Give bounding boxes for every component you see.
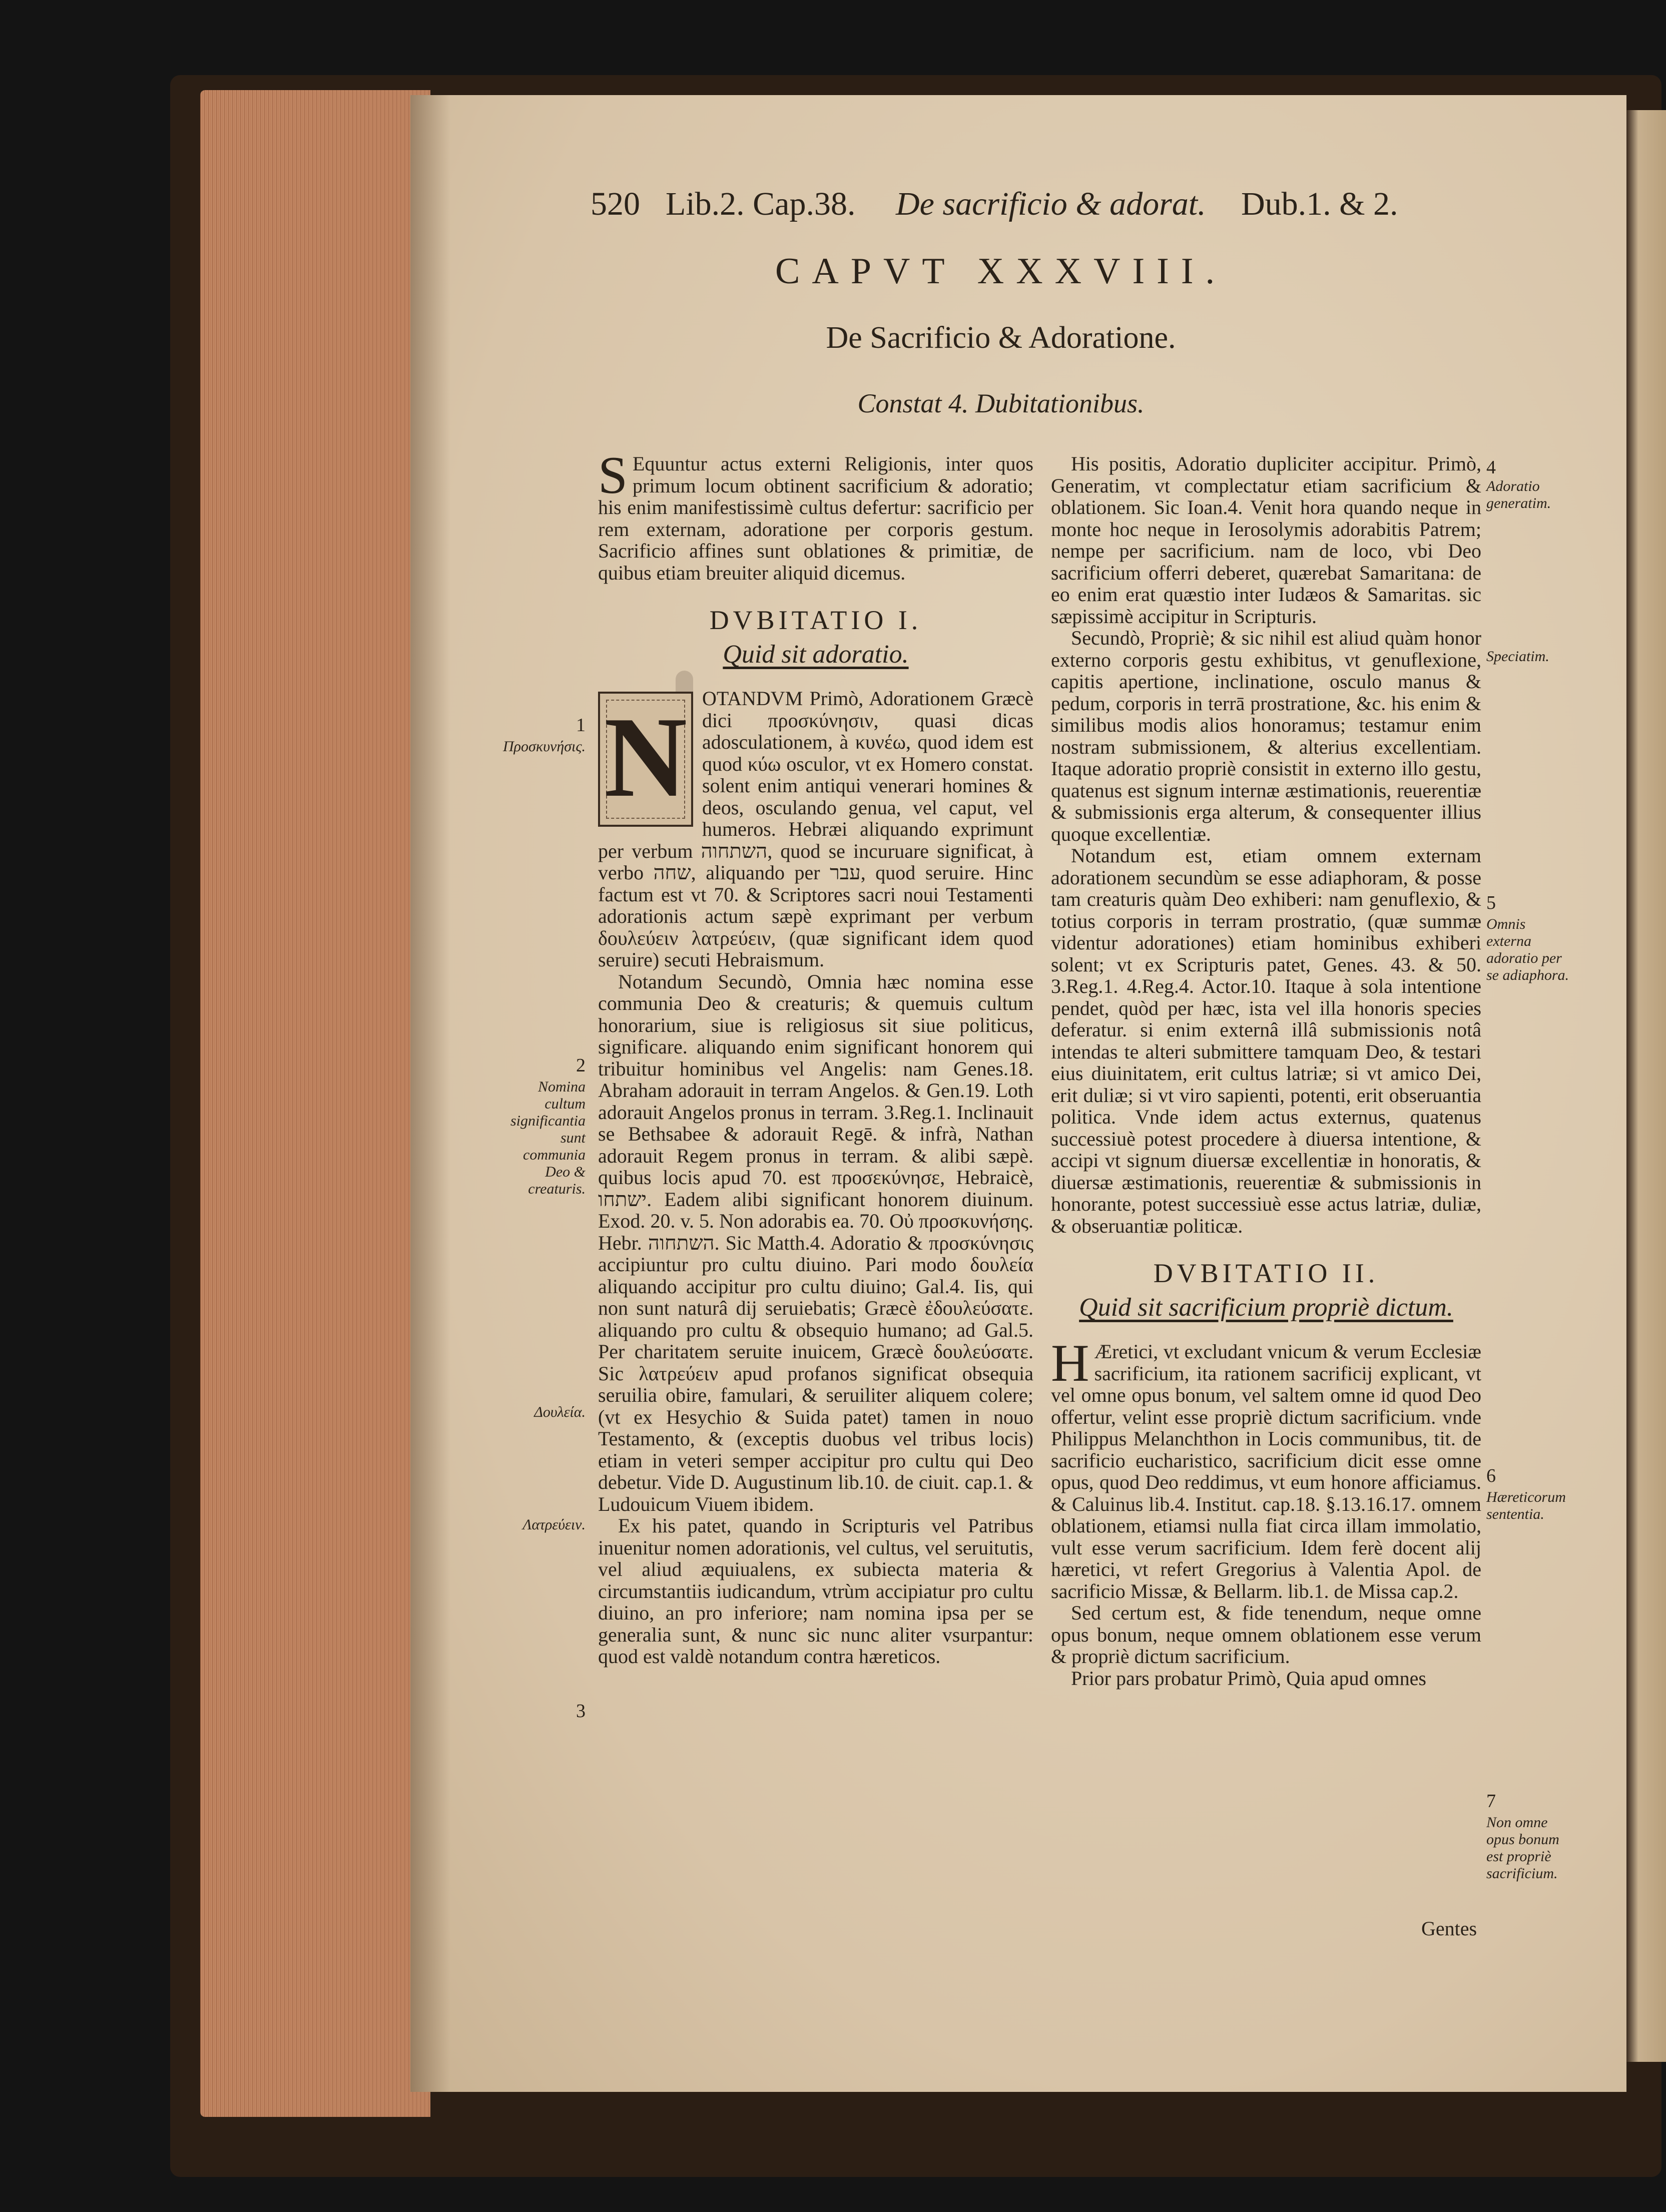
intro-text: Equuntur actus externi Religionis, inter quos primum locum obtinent sacrificium & adoratio; his enim manifestissimè cultus defertur: sacrificio per rem externam, adoratione per corporis gestum. Sacrificio affines sunt oblationes & primitiæ, de quibus etiam breuiter aliquid dicemus. (598, 452, 1033, 584)
dubitatio-2-question: Quid sit sacrificium propriè dictum. (1079, 1293, 1453, 1322)
page-gutter (410, 95, 450, 2092)
page-number: 520 (591, 186, 640, 222)
right-column (1051, 453, 1481, 1689)
margin-number-7: 7 (1486, 1791, 1496, 1812)
margin-note-proskynesis: Προσκυνήσις. (502, 738, 586, 755)
running-head (591, 185, 1421, 240)
paragraph-6-text: Æretici, vt excludant vnicum & verum Ecclesiæ sacrificium, ita rationem sacrificij explicant, vt vel omne opus bonum, vel saltem omne id quod Deo offertur, velint esse propriè dictum sacrificium. vnde Philippus Melanchthon in Locis communibus, tit. de sacrificio eucharistico, sacrificium dicit esse omne opus, quod Deo reddimus, vt eum honore afficiamus. & Caluinus lib.4. Institut. cap.18. §.13.16.17. omnem oblationem, etiamsi nulla fiat circa illam immolatio, vult esse verum sacrificium. Idem ferè docent alij hæretici, vt refert Gregorius à Valentia Apol. de sacrificio Missæ, & Bellarm. lib.1. de Missa cap.2. (1051, 1340, 1481, 1602)
margin-note-non-omne: Non omne opus bonum est propriè sacrificium. (1486, 1814, 1559, 1882)
chapter-subtitle: De Sacrificio & Adoratione. (826, 321, 1176, 355)
dropcap-h: H (1051, 1334, 1089, 1392)
margin-number-1: 1 (576, 715, 586, 736)
paragraph-4: His positis, Adoratio dupliciter accipitur. Primò, Generatim, vt complectatur etiam sacrificium & oblationem. Sic Ioan.4. Venit hora quando neque in monte hoc neque in Ierosolymis adorabitis Patrem; nempe per sacrificium. nam de loco, vbi Deo sacrificium offerri deberet, quærebat Samaritana: de eo enim erat quæstio inter Iudæos & Samaritas. sic sæpissimè accipitur in Scripturis. (1051, 452, 1481, 628)
running-dubia: Dub.1. & 2. (1241, 186, 1398, 222)
margin-number-6: 6 (1486, 1465, 1496, 1486)
paragraph-8: Prior pars probatur Primò, Quia apud omnes (1071, 1667, 1426, 1690)
margin-note-generatim: Adoratio generatim. (1486, 478, 1551, 511)
margin-number-5: 5 (1486, 892, 1496, 913)
left-column (598, 446, 1033, 1668)
chapter-title: CAPVT XXXVIII. (775, 251, 1227, 292)
paragraph-6 (1051, 1334, 1481, 1602)
dropcap-s: S (598, 446, 628, 504)
chapter-constat: Constat 4. Dubitationibus. (857, 388, 1145, 418)
dubitatio-1-question: Quid sit adoratio. (723, 640, 909, 669)
paragraph-5: Notandum est, etiam omnem externam adorationem secundùm se esse adiaphoram, & posse tam creaturis quàm Deo exhiberi: nam genuflexio, & totius corporis in terram prostratio, (quæ summæ videntur adorationes) etiam hominibus exhiberi solent; vt ex Scripturis patet, Genes. 43. & 50. 3.Reg.1. 4.Reg.4. Actor.10. Itaque à sola intentione pendet, quòd per hæc, ista vel illa honoris species deferatur. si enim externâ illâ submissionis notâ intendas te alteri submittere tamquam Deo, & testari eius diuinitatem, erit cultus latriæ; si vt amico Dei, erit duliæ; si vt viro sapienti, potenti, erit obseruantia politica. Vnde idem actus externus, quatenus successiuè potest procedere à diuersa intentione, & accipi vt signum diuersæ excellentiæ in honoratis, & diuersæ æstimationis, reuerentiæ & submissionis in honorante, potest successiuè esse actus latriæ, duliæ, & obseruantiæ politicæ. (1051, 844, 1481, 1237)
margin-number-4: 4 (1486, 457, 1496, 478)
book-chapter: Lib.2. Cap.38. (666, 186, 856, 222)
page-edges (200, 90, 430, 2117)
margin-note-nomina: Nomina cultum significantia sunt communia Deo & creaturis. (510, 1078, 586, 1197)
facing-page-edge (1626, 110, 1666, 2062)
margin-note-speciatim: Speciatim. (1486, 648, 1549, 665)
margin-number-2: 2 (576, 1055, 586, 1076)
dubitatio-2-heading: DVBITATIO II. (1153, 1258, 1379, 1288)
paragraph-3: Ex his patet, quando in Scripturis vel Patribus inuenitur nomen adorationis, vel cultus, vel seruitutis, vel aliud æquiualens, ex subiecta materia & circumstantiis iudicandum, vtrùm accipiatur pro cultu diuino, an pro inferiore; nam nomina ipsa per se generalia sunt, & nunc sic nunc aliter vsurpantur: quod est valdè notandum contra hæreticos. (598, 1514, 1033, 1668)
margin-note-douleia: Δουλεία. (534, 1404, 586, 1420)
intro-paragraph (598, 446, 1033, 584)
paragraph-1-text: OTANDVM Primò, Adorationem Græcè dici προσκύνησιν, quasi dicas adosculationem, à κυνέω, quod idem est quod κύω osculor, vt ex Homero constat. solent enim antiqui venerari homines & deos, osculando genua, vel caput, vel humeros. Hebræi aliquando exprimunt per verbum השתחוה, quod se incuruare significat, à verbo שחה, aliquando per עבר, quod seruire. Hinc factum est vt 70. & Scriptores sacri noui Testamenti adorationis actum sæpè exprimant per verbum δουλεύειν λατρεύειν, (quæ significant idem quod seruire) secuti Hebraismum. (598, 687, 1033, 971)
catchword: Gentes (1421, 1917, 1477, 1940)
paragraph-2: Notandum Secundò, Omnia hæc nomina esse communia Deo & creaturis; & quemuis cultum honorarium, siue is religiosus sit siue politicus, significare. aliquando enim significant honorem qui tribuitur hominibus vel Angelis: nam Genes.18. Abraham adorauit in terram Angelos. & Gen.19. Loth adorauit Angelos pronus in terram. 3.Reg.1. Inclinauit se Bethsabee & adorauit Regē. & infrà, Nathan adorauit Regem pronus in terram. & alibi sæpè. quibus locis apud 70. est προσεκύνησε, Hebraicè, ישתחו. Eadem alibi significant honorem diuinum. Exod. 20. v. 5. Non adorabis ea. 70. Οὐ προσκυνήσης. Hebr. השתחוה. Sic Matth.4. Adoratio & προσκύνησις accipiuntur pro cultu diuino. Pari modo δουλεία aliquando accipitur pro cultu diuino; Gal.4. Iis, qui non sunt naturâ dij seruiebatis; Græcè ἐδουλεύσατε. aliquando pro cultu & obsequio humano; ad Gal.5. Per charitatem seruite inuicem, Græcè δουλεύσατε. Sic λατρεύειν apud profanos significat obsequia seruilia obire, famulari, & seruiliter aliquem colere; (vt ex Hesychio & Suida patet) tamen in nouo Testamento, & (exceptis duobus vel tribus locis) etiam in veteri semper accipitur pro cultu qui Deo debetur. Vide D. Augustinum lib.10. de ciuit. cap.1. & Ludouicum Viuem ibidem. (598, 970, 1033, 1515)
margin-note-haereticorum: Hæreticorum sententia. (1486, 1489, 1566, 1522)
paragraph-1 (598, 688, 1033, 971)
paragraph-7: Sed certum est, & fide tenendum, neque omne opus bonum, neque omnem oblationem esse verum & propriè dictum sacrificium. (1051, 1601, 1481, 1668)
paragraph-4b: Secundò, Propriè; & sic nihil est aliud quàm honor externo corporis gestu exhibitus, vt genuflexione, capitis apertione, inclinatione, osculo manus & pedum, corporis in terrā prostratione, &c. his enim & similibus modis alios honoramus; testamur enim nostram submissionem, & alterius excellentiam. Itaque adoratio propriè consistit in externo illo gestu, quatenus est signum internæ æstimationis, reuerentiæ & submissionis erga alterum, & consequenter illius quoque excellentiæ. (1051, 627, 1481, 845)
margin-note-latreuein: Λατρεύειν. (522, 1516, 586, 1533)
ornamental-initial (598, 692, 693, 827)
margin-number-3: 3 (576, 1701, 586, 1722)
ornamental-letter: N (604, 693, 688, 821)
running-title: De sacrificio & adorat. (896, 186, 1206, 222)
margin-note-adiaphora: Omnis externa adoratio per se adiaphora. (1486, 916, 1569, 983)
dubitatio-1-heading: DVBITATIO I. (709, 605, 922, 635)
